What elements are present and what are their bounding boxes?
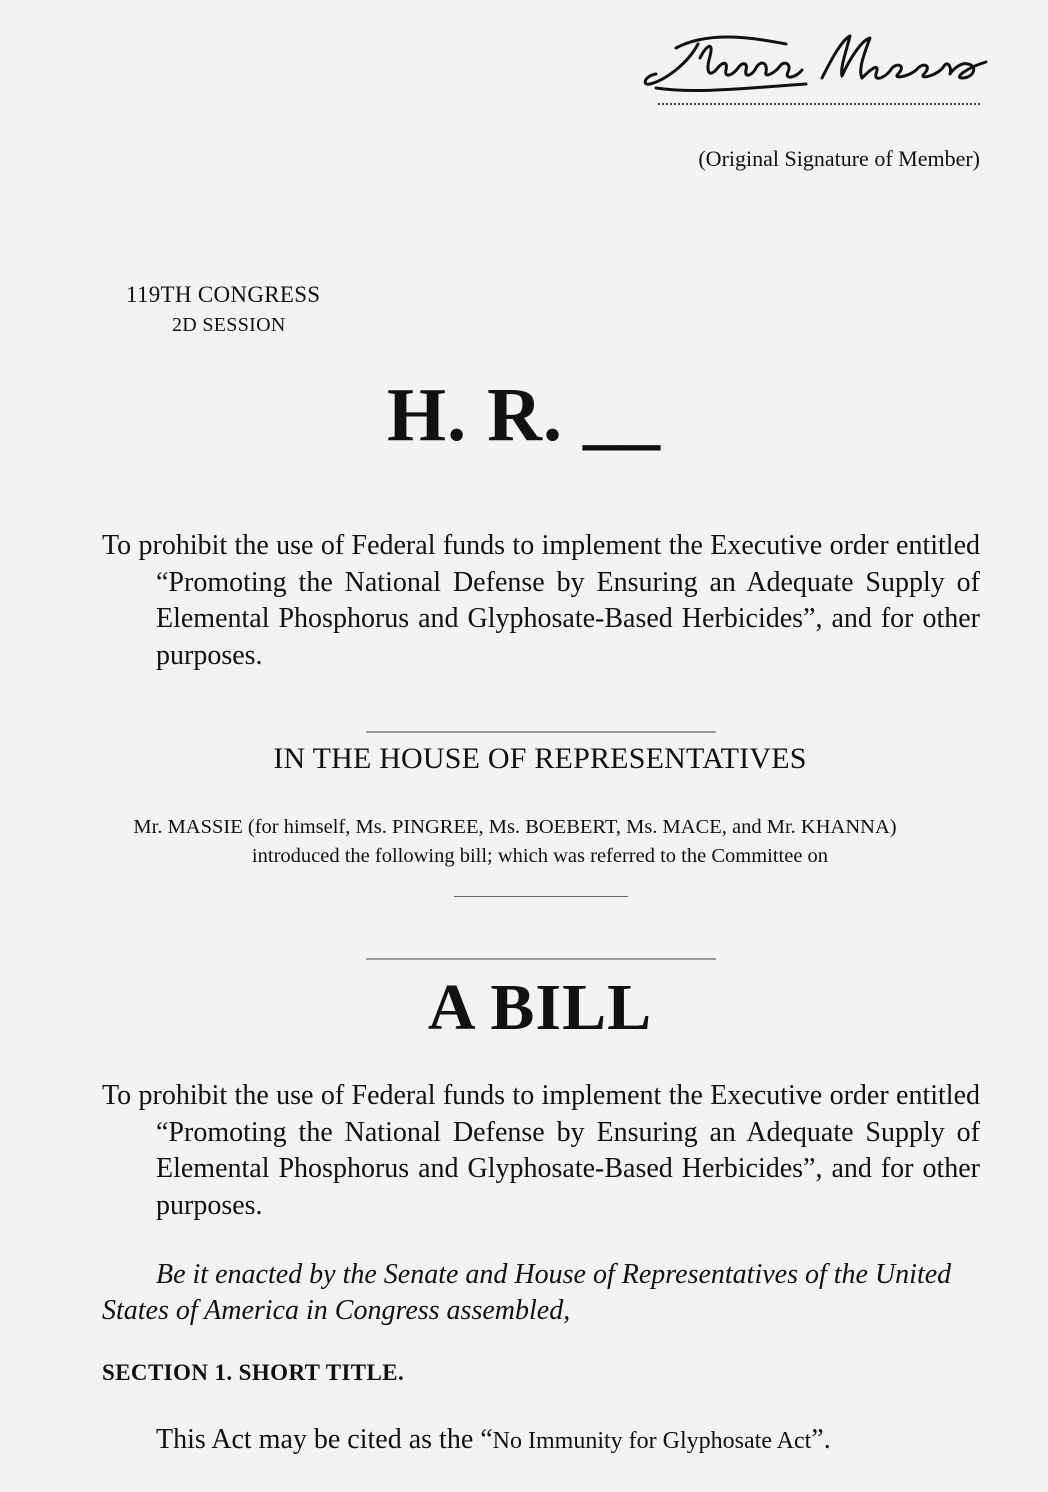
member-signature (636, 18, 996, 110)
act-name: No Immunity for Glyphosate Act (492, 1428, 812, 1454)
signature-graphic (636, 18, 996, 110)
signature-caption: (Original Signature of Member) (698, 146, 980, 171)
session-label: 2D SESSION (172, 314, 286, 336)
bill-number: H. R. __ (387, 373, 661, 457)
purpose-paragraph: To prohibit the use of Federal funds to implement the Executive order entitled “Promoting the National Defense by Ensuring an Adequate Supply of Elemental Phosphorus and Glyphosate-Based Herbicides”, and for other purposes. (102, 530, 980, 671)
short-title-text (156, 1424, 831, 1456)
committee-blank (454, 896, 628, 897)
bill-heading: A BILL (427, 971, 653, 1044)
sponsors-line: Mr. MASSIE (for himself, Ms. PINGREE, Ms. BOEBERT, Ms. MACE, and Mr. KHANNA) (133, 816, 897, 838)
short-title-suffix: ”. (811, 1424, 831, 1455)
section-heading: SECTION 1. SHORT TITLE. (102, 1360, 405, 1385)
divider (366, 958, 716, 960)
short-title-prefix: This Act may be cited as the “ (156, 1424, 493, 1455)
enacting-clause: Be it enacted by the Senate and House of Representatives of the United States of America in Congress assembled, (102, 1259, 952, 1326)
house-title: IN THE HOUSE OF REPRESENTATIVES (273, 742, 807, 775)
congress-label: 119TH CONGRESS (126, 282, 321, 307)
bill-purpose-paragraph: To prohibit the use of Federal funds to implement the Executive order entitled “Promoting the National Defense by Ensuring an Adequate Supply of Elemental Phosphorus and Glyphosate-Based Herbicides”, and for other purposes. (102, 1080, 980, 1221)
signature-line (658, 103, 980, 105)
divider (366, 731, 716, 733)
referral-line: introduced the following bill; which was referred to the Committee on (251, 845, 829, 867)
